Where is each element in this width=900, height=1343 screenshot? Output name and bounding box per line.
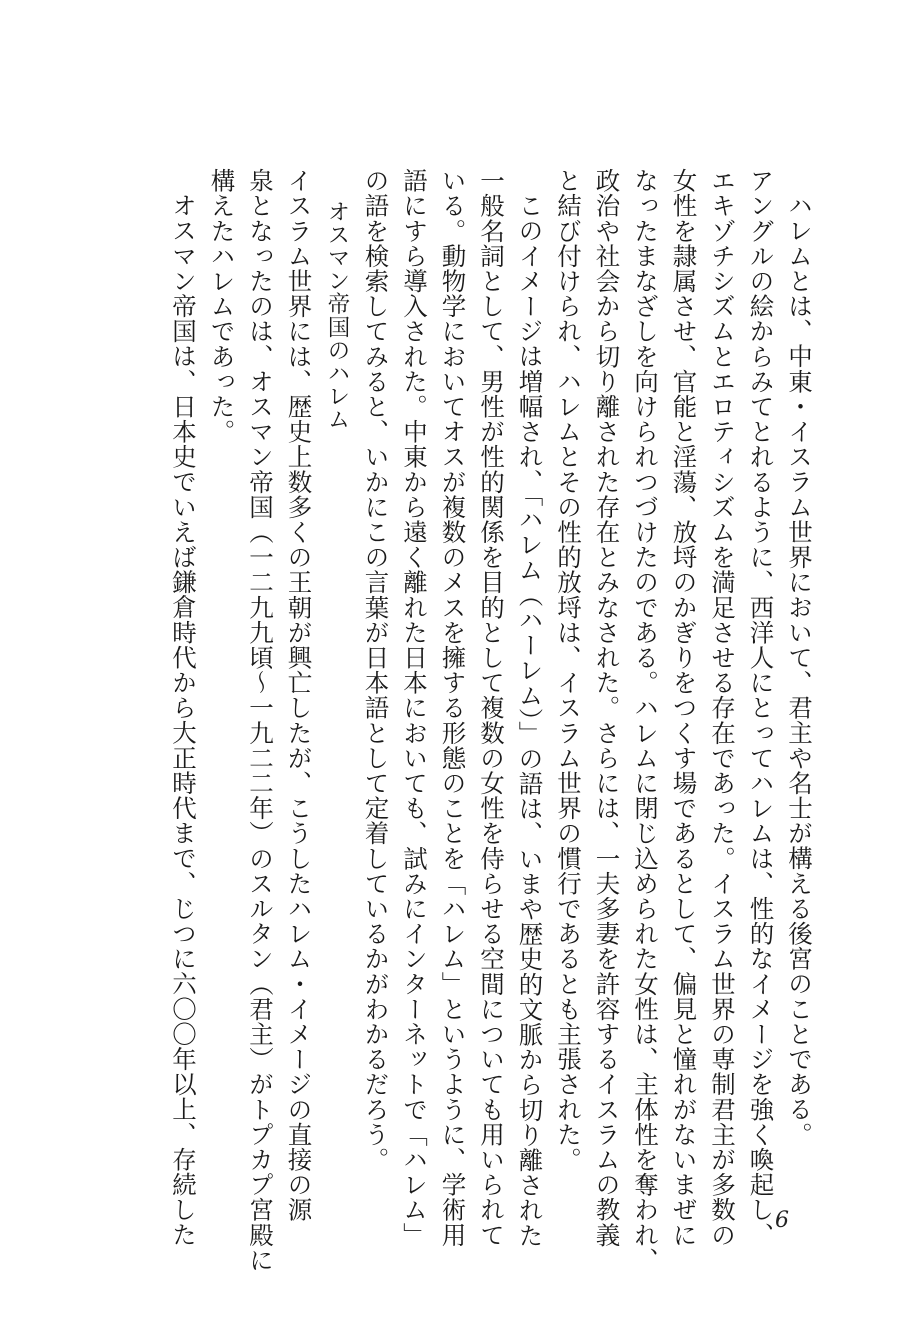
- vertical-text-body: [164, 168, 819, 1273]
- paragraph-ottoman-source: イスラム世界には、歴史上数多くの王朝が興亡したが、こうしたハレム・イメージの直接の源 泉となったのは、オスマン帝国（一二九九頃〜一九二二年）のスルタン（君主）がトプカプ宮殿に 構えたハレムであった。: [207, 168, 314, 1273]
- page-number: 6: [775, 1208, 789, 1233]
- section-heading: オスマン帝国のハレム: [324, 200, 350, 431]
- paragraph-harem-image: このイメージは増幅され、「ハレム（ハーレム）」の語は、いまや歴史的文脈から切り離された 一般名詞として、男性が性的関係を目的として複数の女性を侍らせる空間についても用いられて いる。動物学においてオスが複数のメスを擁する形態のことを「ハレム」というように、学術用 語にすら導入された。中東から遠く離れた日本においても、試みにインターネットで「ハレム」 の語を検索してみると、いかにこの言葉が日本語として定着しているかがわかるだろう。: [361, 168, 545, 1248]
- paragraph-ottoman-duration: オスマン帝国は、日本史でいえば鎌倉時代から大正時代まで、じつに六〇〇年以上、存続した: [169, 192, 198, 1247]
- paragraph-harem-definition: ハレムとは、中東・イスラム世界において、君主や名士が構える後宮のことである。 アングルの絵からみてとれるように、西洋人にとってハレムは、性的なイメージを強く喚起し、 エキゾチシズムとエロティシズムを満足させる存在であった。イスラム世界の専制君主が多数の 女性を隷属させ、官能と淫蕩、放埒のかぎりをつくす場であるとして、偏見と憧れがないまぜに なったまなざしを向けられつづけたのである。ハレムに閉じ込められた女性は、主体性を奪われ、 政治や社会から切り離された存在とみなされた。さらには、一夫多妻を許容するイスラムの教義 と結び付けられ、ハレムとその性的放埒は、イスラム世界の慣行であるとも主張された。: [554, 168, 814, 1273]
